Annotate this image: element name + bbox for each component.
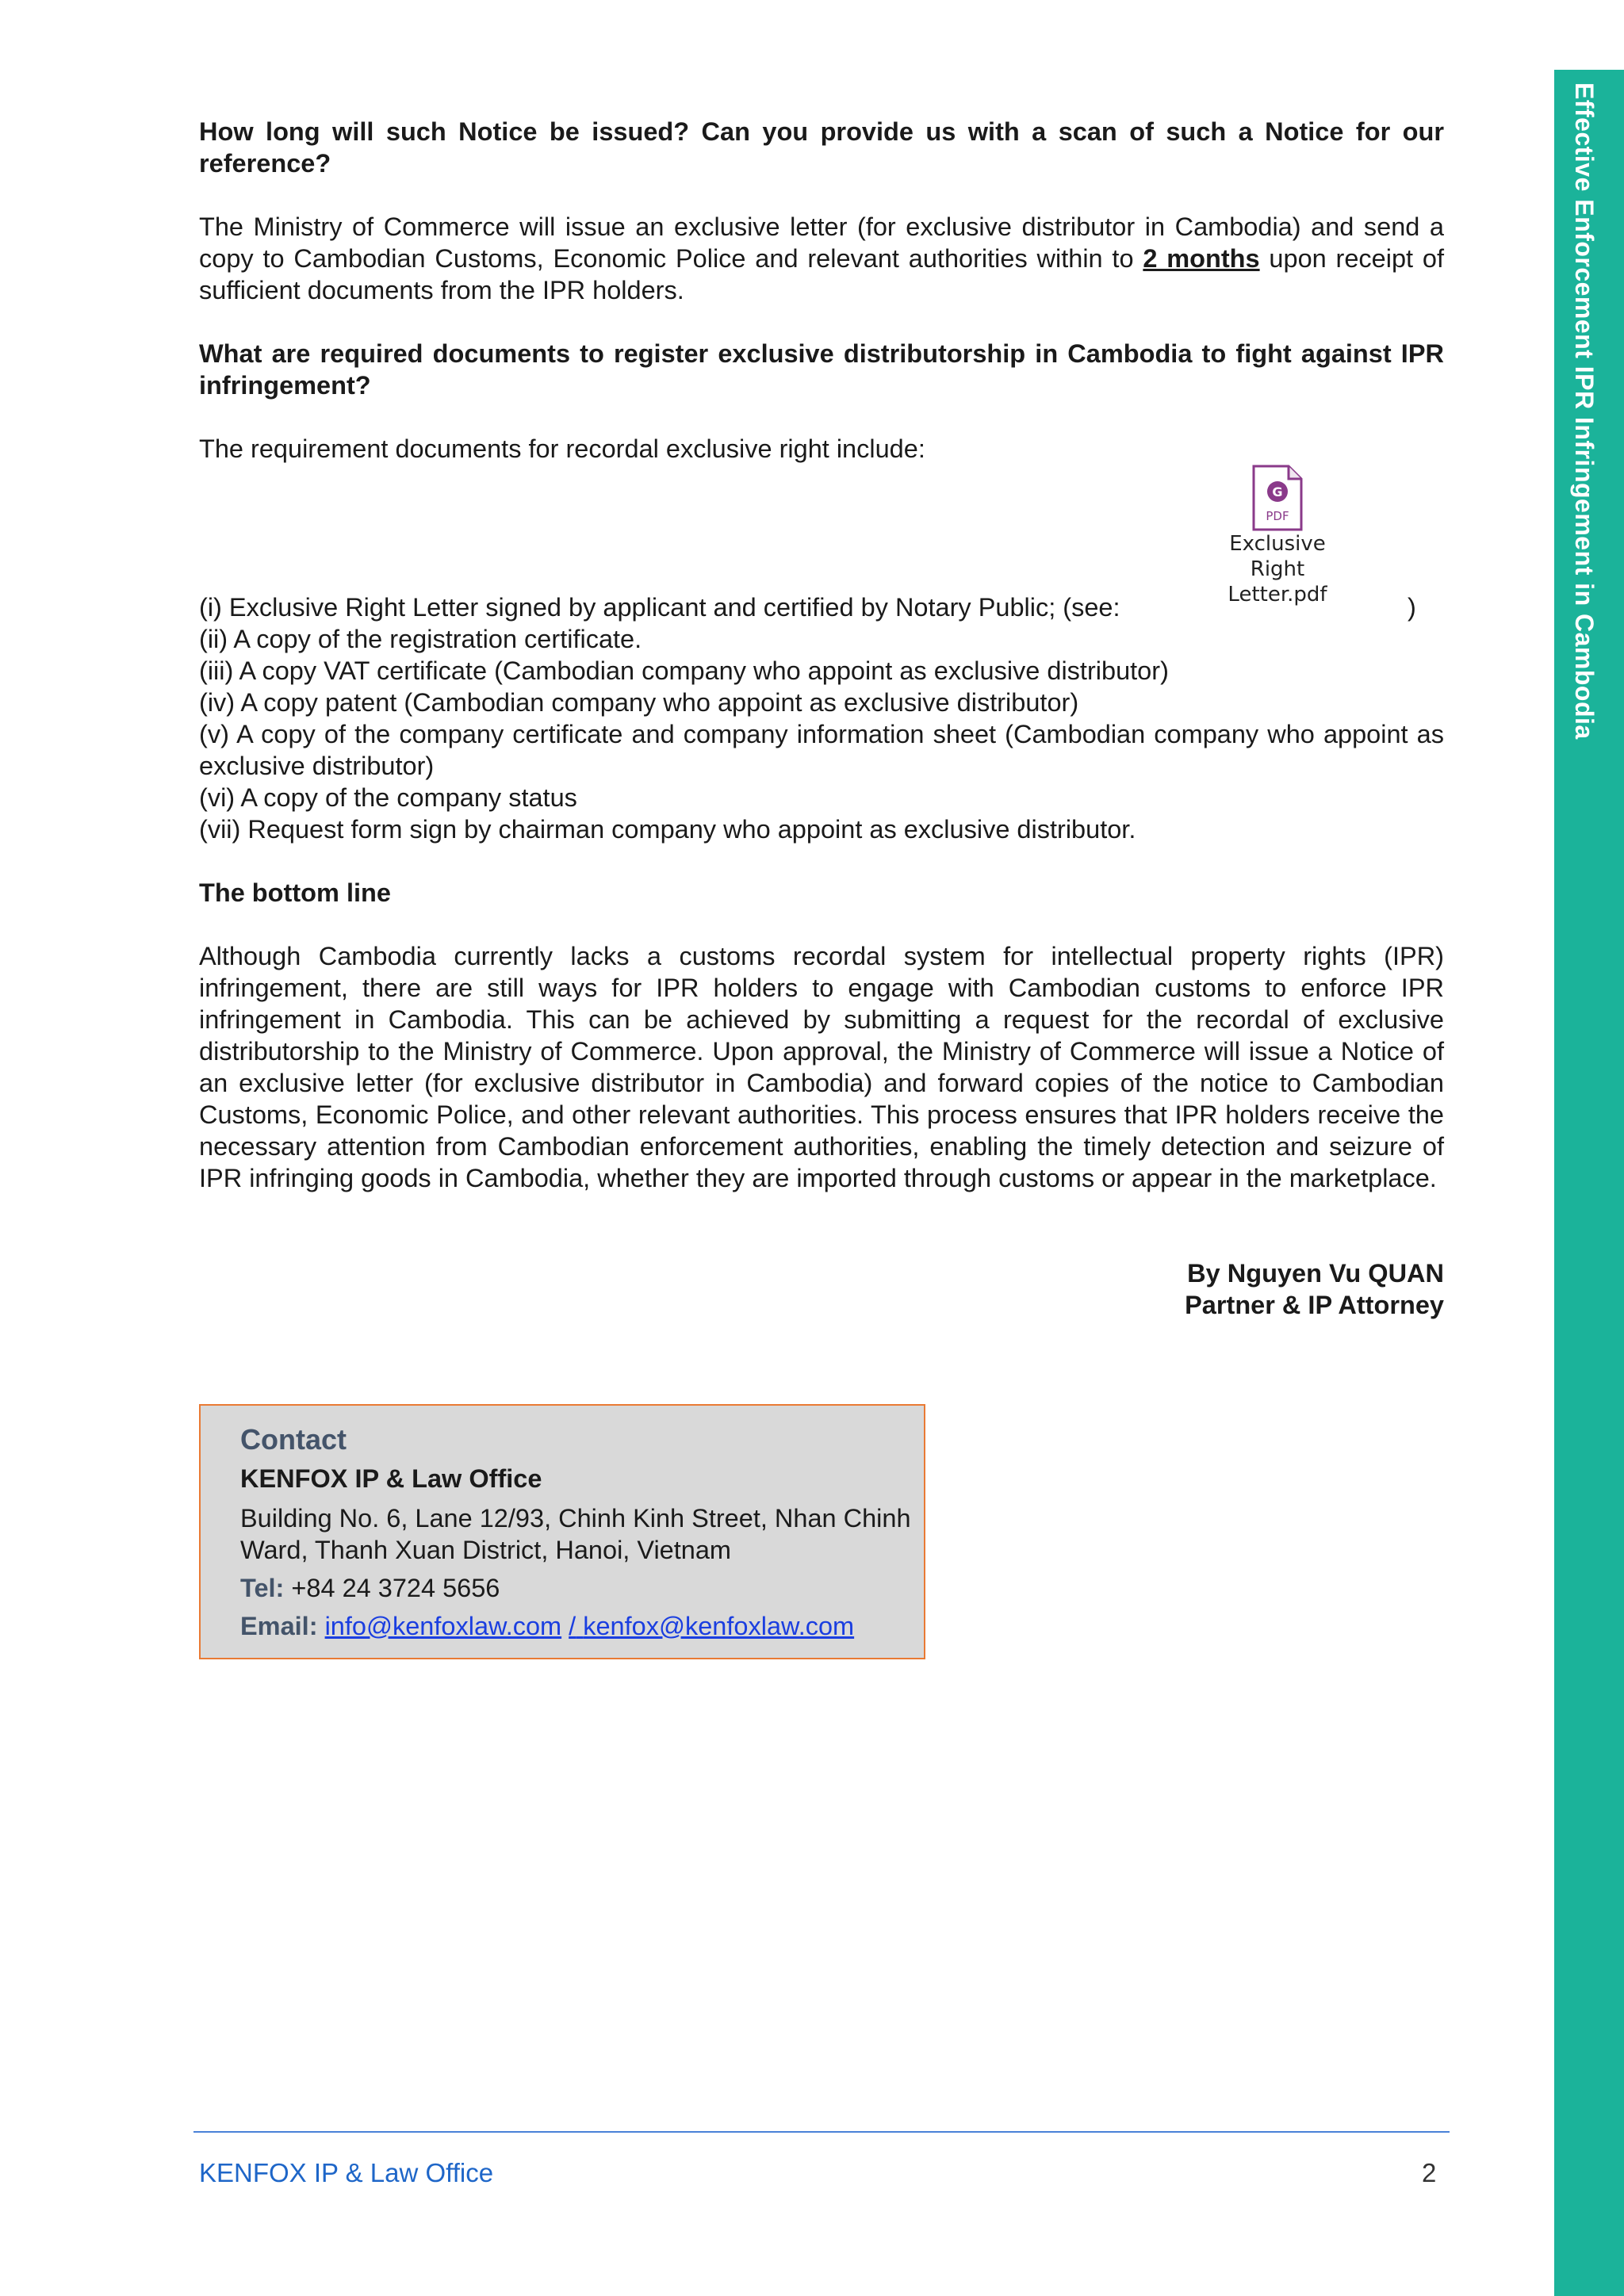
list-item: (ii) A copy of the registration certificate. <box>199 625 642 653</box>
contact-tel <box>240 1572 924 1604</box>
email-link-info[interactable]: info@kenfoxlaw.com <box>324 1612 562 1640</box>
list-item: (v) A copy of the company certificate and company information sheet (Cambodian company who appoint as exclusive distributor) <box>199 720 1444 780</box>
requirements-list <box>199 484 1444 845</box>
two-months-emphasis: 2 months <box>1143 244 1260 273</box>
sidebar-title: Effective Enforcement IPR Infringement in Cambodia <box>1570 82 1599 740</box>
pdf-attachment[interactable] <box>1214 465 1341 607</box>
tel-label: Tel: <box>240 1574 285 1602</box>
bottom-line-text: Although Cambodia currently lacks a customs recordal system for intellectual property rights (IPR) infringement, there are still ways for IPR holders to engage with Cambodian customs to enforce IPR infringement in Cambodia. This can be achieved by submitting a request for the recordal of exclusive distributorship to the Ministry of Commerce. Upon approval, the Ministry of Commerce will issue a Notice of an exclusive letter (for exclusive distributor in Cambodia) and forward copies of the notice to Cambodian Customs, Economic Police, and other relevant authorities. This process ensures that IPR holders receive the necessary attention from Cambodian enforcement authorities, enabling the timely detection and seizure of IPR infringing goods in Cambodia, whether they are imported through customs or appear in the marketplace. <box>199 942 1444 1192</box>
tel-number: +84 24 3724 5656 <box>291 1574 500 1602</box>
item1-close-paren: ) <box>1408 593 1416 622</box>
contact-box <box>199 1404 925 1659</box>
contact-address: Building No. 6, Lane 12/93, Chinh Kinh Street, Nhan Chinh Ward, Thanh Xuan District, Hanoi, Vietnam <box>240 1504 911 1564</box>
question-required-documents: What are required documents to register exclusive distributorship in Cambodia to fight against IPR infringement? <box>199 339 1444 400</box>
answer-notice-timing: The Ministry of Commerce will issue an exclusive letter (for exclusive distributor in Cambodia) and send a copy to Cambodian Customs, Economic Police and relevant authorities within to 2 months upon receipt of sufficient documents from the IPR holders. <box>199 212 1444 304</box>
byline-role: Partner & IP Attorney <box>1185 1291 1444 1319</box>
email-link-kenfox[interactable]: kenfox@kenfoxlaw.com <box>583 1612 855 1640</box>
pdf-icon <box>1252 465 1303 531</box>
requirements-intro: The requirement documents for recordal exclusive right include: <box>199 434 925 463</box>
attachment-filename: Exclusive Right Letter.pdf <box>1228 532 1327 607</box>
list-item: (i) Exclusive Right Letter signed by applicant and certified by Notary Public; (see: <box>199 593 1120 622</box>
list-item: (iv) A copy patent (Cambodian company who appoint as exclusive distributor) <box>199 688 1079 717</box>
email-label: Email: <box>240 1612 318 1640</box>
list-item: (vi) A copy of the company status <box>199 783 577 812</box>
footer-office: KENFOX IP & Law Office <box>199 2158 494 2187</box>
list-item: (iii) A copy VAT certificate (Cambodian company who appoint as exclusive distributor) <box>199 656 1169 685</box>
footer-divider <box>193 2131 1450 2133</box>
page-number: 2 <box>1422 2158 1437 2187</box>
contact-office-name: KENFOX IP & Law Office <box>240 1464 542 1493</box>
bottom-line-heading: The bottom line <box>199 878 391 907</box>
svg-text:PDF: PDF <box>1266 509 1289 523</box>
byline-author: By Nguyen Vu QUAN <box>1187 1259 1444 1288</box>
list-item: (vii) Request form sign by chairman company who appoint as exclusive distributor. <box>199 815 1136 844</box>
svg-text:G: G <box>1272 484 1283 499</box>
contact-title: Contact <box>240 1423 347 1456</box>
document-body <box>199 116 1444 1321</box>
contact-email <box>240 1610 924 1642</box>
email-separator: / <box>569 1612 576 1640</box>
question-notice-timing: How long will such Notice be issued? Can you provide us with a scan of such a Notice for our reference? <box>199 117 1444 178</box>
